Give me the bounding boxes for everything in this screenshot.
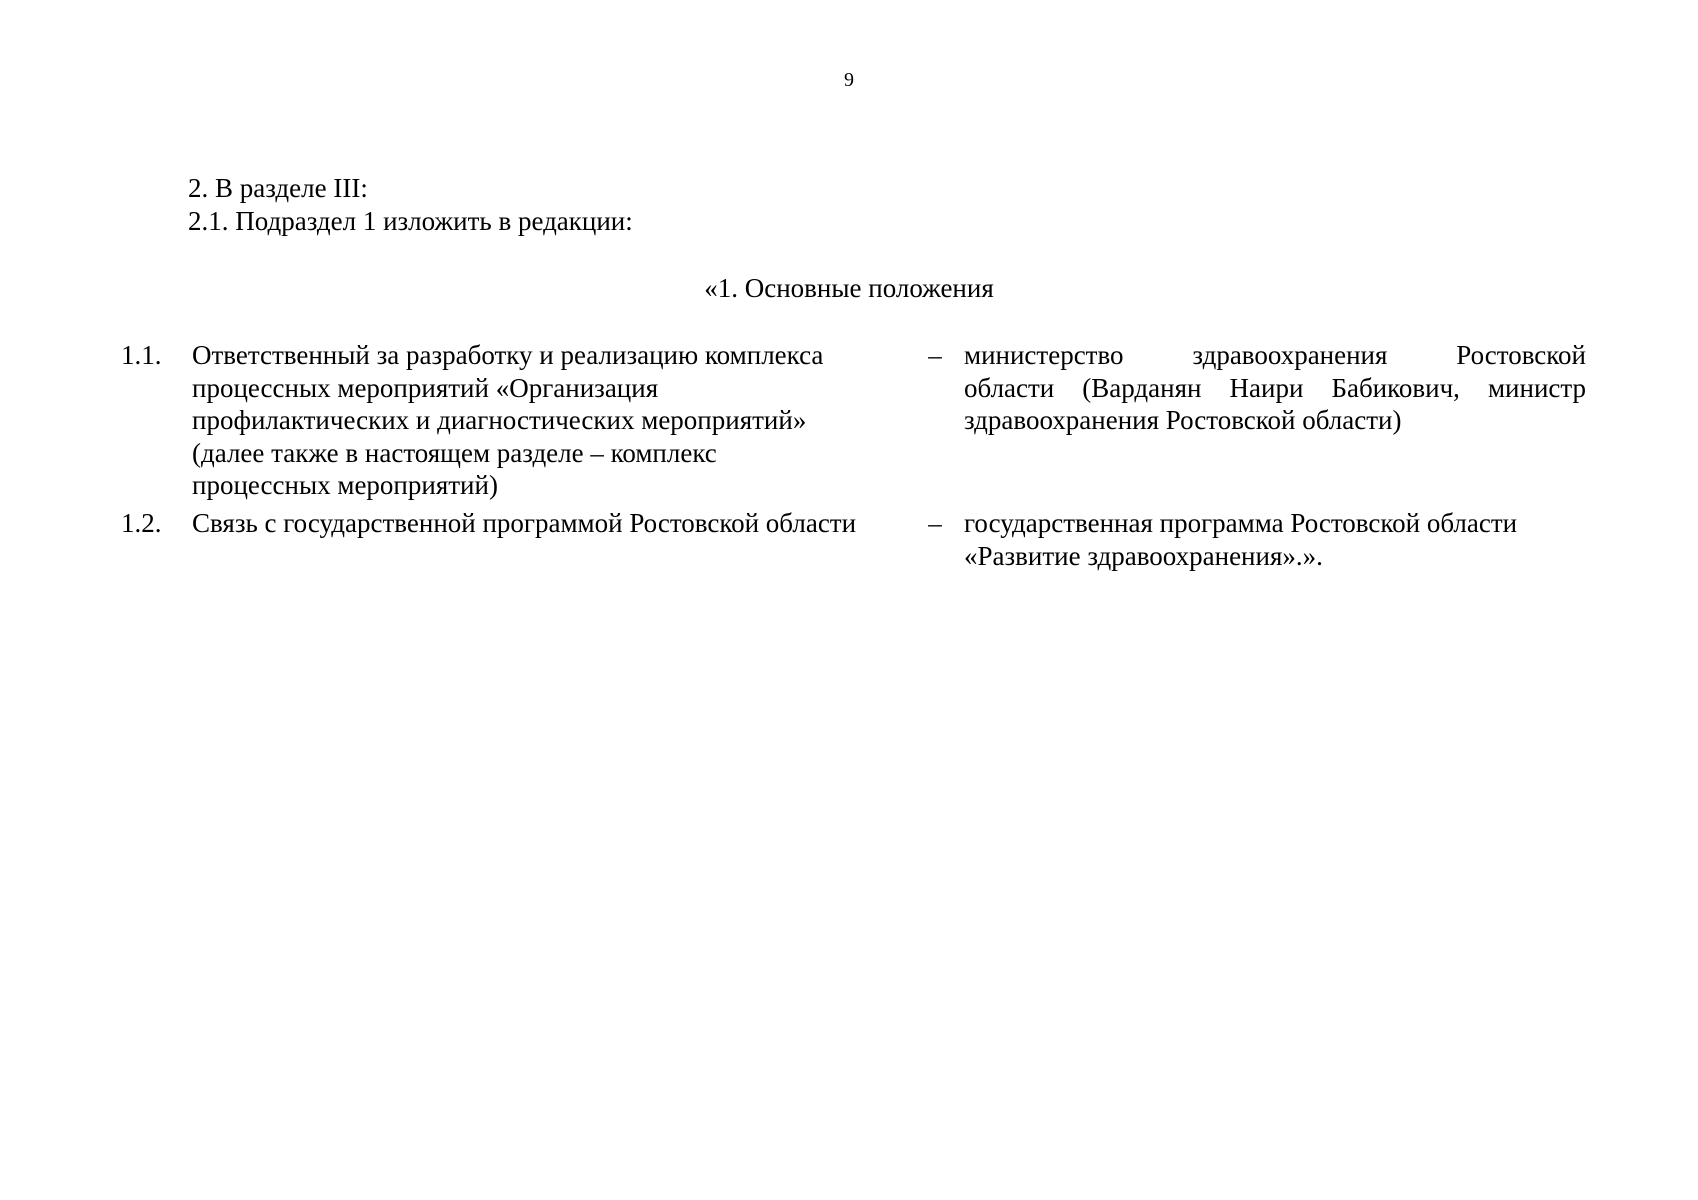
intro-line-subsection: 2.1. Подраздел 1 изложить в редакции:: [188, 206, 633, 236]
row-label-line: процессных мероприятий): [192, 470, 498, 500]
row-label-line: профилактических и диагностических мероприятий»: [192, 405, 807, 435]
row-value: [964, 507, 1586, 572]
section-heading: «1. Основные положения: [704, 273, 994, 303]
row-dash: –: [928, 508, 942, 538]
row-label-line: процессных мероприятий «Организация: [192, 372, 659, 403]
row-value-line: здравоохранения Ростовской области): [964, 405, 1402, 435]
intro-line-section: 2. В разделе III:: [188, 173, 368, 203]
row-number: 1.2.: [121, 508, 162, 538]
row-value-line: «Развитие здравоохранения».».: [964, 540, 1323, 571]
row-label-line: (далее также в настоящем разделе – комплекс: [192, 437, 717, 468]
row-label-line: Связь с государственной программой Ростовской области: [192, 508, 857, 538]
row-value-line: министерство здравоохранения Ростовской: [964, 340, 1586, 370]
row-value-line: области (Варданян Наири Бабикович, министр: [964, 372, 1586, 403]
row-dash: –: [928, 340, 942, 370]
row-number: 1.1.: [121, 340, 162, 370]
row-value-line: государственная программа Ростовской области: [964, 508, 1518, 538]
row-label-line: Ответственный за разработку и реализацию комплекса: [192, 340, 824, 370]
row-value: [964, 339, 1586, 437]
row-label: [192, 507, 912, 540]
row-label: [192, 339, 912, 502]
page-number: 9: [844, 69, 854, 91]
